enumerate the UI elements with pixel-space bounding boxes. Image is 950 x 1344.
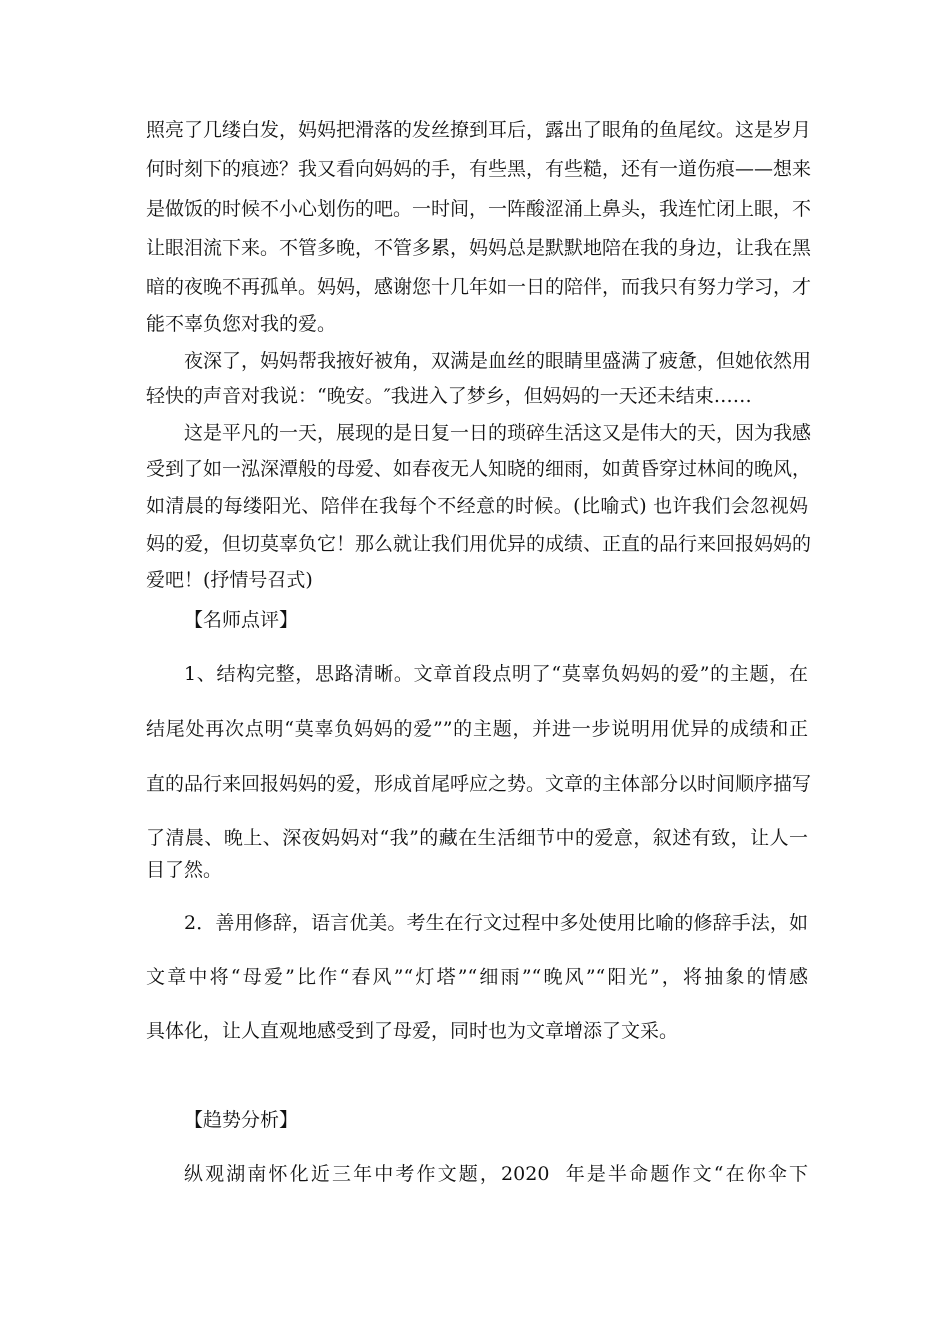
essay-para3-line: 如清晨的每缕阳光、陪伴在我每个不经意的时候。(比喻式) 也许我们会忽视妈 (146, 495, 808, 517)
essay-para1-line: 照亮了几缕白发，妈妈把滑落的发丝撩到耳后，露出了眼角的鱼尾纹。这是岁月 (146, 119, 812, 141)
essay-para1-line: 让眼泪流下来。不管多晚，不管多累，妈妈总是默默地陪在我的身边，让我在黑 (146, 237, 812, 259)
essay-para1-line: 能不辜负您对我的爱。 (146, 313, 337, 335)
essay-para1-line: 何时刻下的痕迹？我又看向妈妈的手，有些黑，有些糙，还有一道伤痕——想来 (146, 158, 812, 180)
review-point2-line: 文章中将“母爱”比作“春风”“灯塔”“细雨”“晚风”“阳光”，将抽象的情感 (146, 966, 808, 988)
trend-heading: 【趋势分析】 (184, 1109, 299, 1131)
review-point2-line: 2．善用修辞，语言优美。考生在行文过程中多处使用比喻的修辞手法，如 (184, 912, 808, 934)
review-point1-line: 结尾处再次点明“莫辜负妈妈的爱””的主题，并进一步说明用优异的成绩和正 (146, 718, 808, 740)
review-heading: 【名师点评】 (184, 609, 299, 631)
essay-para3-line: 爱吧！(抒情号召式) (146, 569, 313, 591)
essay-para2-line: 轻快的声音对我说：“晚安。″我进入了梦乡，但妈妈的一天还未结束…… (146, 385, 752, 407)
essay-para1-line: 暗的夜晚不再孤单。妈妈，感谢您十几年如一日的陪伴，而我只有努力学习，才 (146, 276, 812, 298)
essay-para2-line: 夜深了，妈妈帮我掖好被角，双满是血丝的眼睛里盛满了疲惫，但她依然用 (184, 350, 812, 372)
review-point1-line: 目了然。 (146, 859, 223, 881)
review-point2-line: 具体化，让人直观地感受到了母爱，同时也为文章增添了文采。 (146, 1020, 679, 1042)
essay-para1-line: 是做饭的时候不小心划伤的吧。一时间，一阵酸涩涌上鼻头，我连忙闭上眼，不 (146, 198, 812, 220)
essay-para3-line: 受到了如一泓深潭般的母爱、如春夜无人知晓的细雨，如黄昏穿过林间的晚风， (146, 458, 812, 480)
review-point1-line: 了清晨、晚上、深夜妈妈对“我”的藏在生活细节中的爱意，叙述有致，让人一 (146, 827, 808, 849)
review-point1-line: 1、结构完整，思路清晰。文章首段点明了“莫辜负妈妈的爱”的主题，在 (184, 663, 808, 685)
review-point1-line: 直的品行来回报妈妈的爱，形成首尾呼应之势。文章的主体部分以时间顺序描写 (146, 773, 812, 795)
essay-para3-line: 妈的爱，但切莫辜负它！那么就让我们用优异的成绩、正直的品行来回报妈妈的 (146, 533, 812, 555)
trend-line: 纵观湖南怀化近三年中考作文题，2020 年是半命题作文“在你伞下 (184, 1163, 808, 1185)
essay-para3-line: 这是平凡的一天，展现的是日复一日的琐碎生活这又是伟大的天，因为我感 (184, 422, 812, 444)
